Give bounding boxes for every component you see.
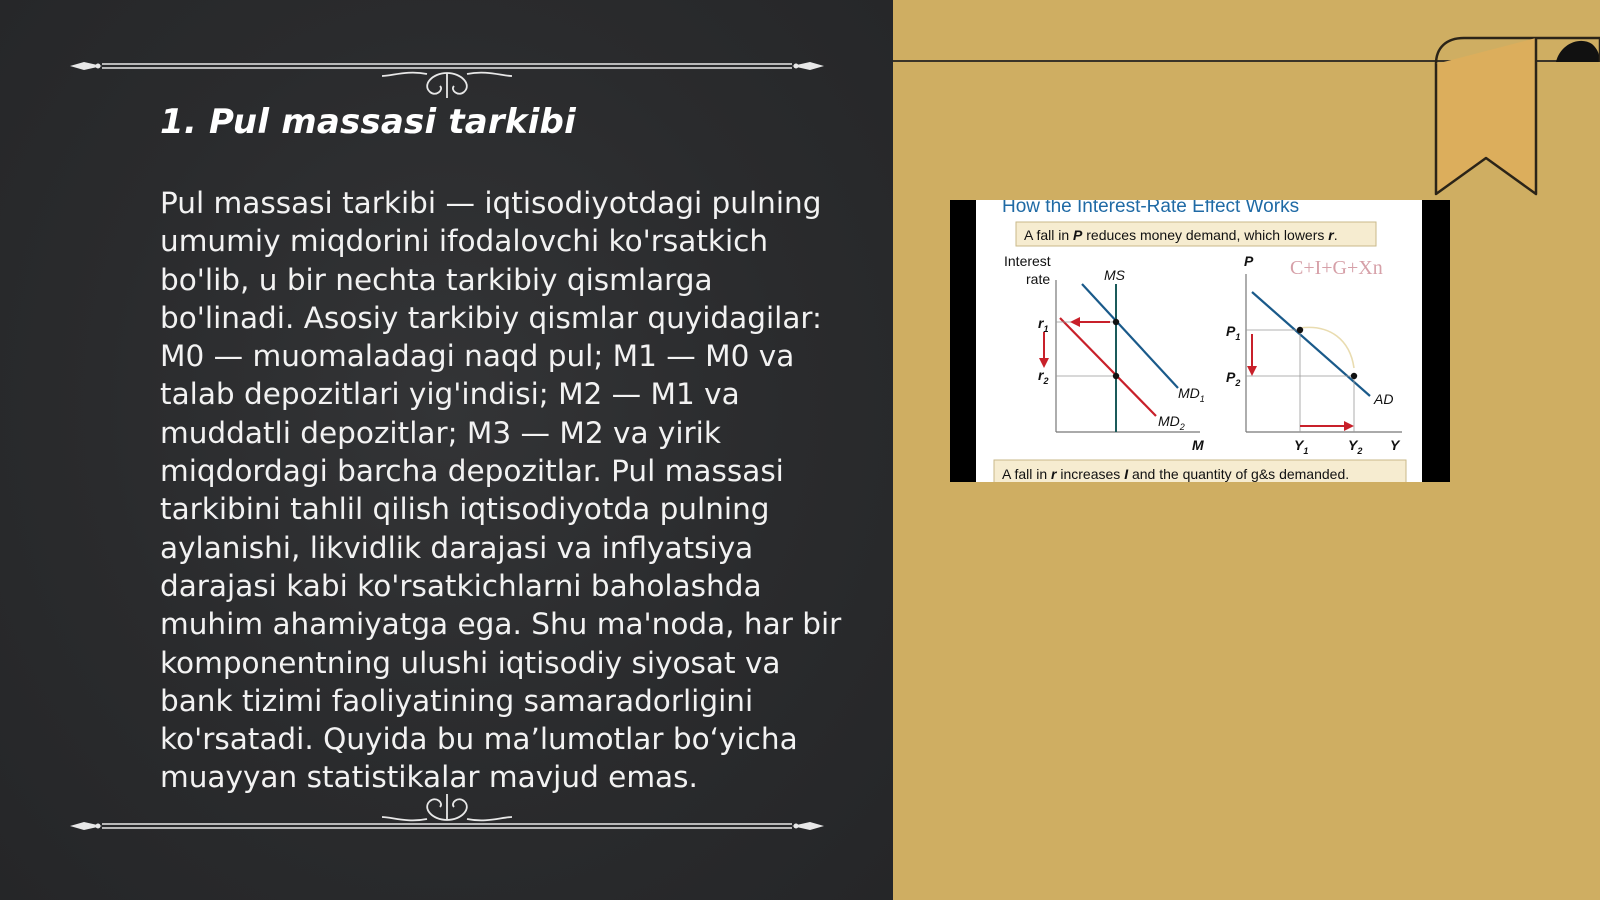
left-y-label-1: Interest: [1004, 253, 1051, 269]
caption-bottom: A fall in r increases I and the quantity of g&s demanded.: [1002, 466, 1350, 482]
right-x-label: Y: [1390, 437, 1400, 453]
y1-label: $Y_1$: [1294, 437, 1309, 456]
left-y-label-2: rate: [1026, 271, 1051, 287]
p2-label: $P_2$: [1226, 369, 1241, 388]
bottom-ornament-divider: [62, 776, 832, 836]
ad-point-2: [1351, 373, 1357, 379]
slide-title: 1. Pul massasi tarkibi: [160, 102, 576, 142]
eq-point-1: [1113, 319, 1119, 325]
ad-point-1: [1297, 327, 1303, 333]
r1-label: $r_1$: [1038, 315, 1049, 334]
figure-canvas: [950, 200, 1450, 482]
r2-label: $r_2$: [1038, 367, 1049, 386]
md2-label: $MD_2$: [1158, 413, 1185, 432]
eq-point-2: [1113, 373, 1119, 379]
right-y-label: P: [1244, 253, 1254, 269]
handwritten-note: C+I+G+Xn: [1290, 257, 1383, 279]
interest-rate-effect-figure: [950, 200, 1450, 482]
top-ornament-divider: [62, 40, 832, 100]
caption-top: A fall in P reduces money demand, which lowers r.: [1024, 227, 1338, 243]
ad-label: AD: [1374, 391, 1394, 407]
figure-title: How the Interest-Rate Effect Works: [1002, 200, 1300, 217]
bookmark-ribbon: [1420, 34, 1600, 204]
left-x-label: M: [1192, 437, 1204, 453]
slide-body-text: Pul massasi tarkibi — iqtisodiyotdagi pulning umumiy miqdorini ifodalovchi ko'rsatkich bo'lib, u bir nechta tarkibiy qismlarga bo'linadi. Asosiy tarkibiy qismlar quyidagilar: M0 — muomaladagi naqd pul; M1 — M0 va talab depozitlari yig'indisi; M2 — M1 va muddatli depozitlar; M3 — M2 va yirik miqdordagi barcha depozitlar. Pul massasi tarkibini tahlil qilish iqtisodiyotda pulning aylanishi, likvidlik darajasi va inflyatsiya darajasi kabi ko'rsatkichlarni baholashda muhim ahamiyatga ega. Shu ma'noda, har bir komponentning ulushi iqtisodiy siyosat va bank tizimi faoliyatining samaradorligini ko'rsatadi. Quyida bu ma’lumotlar bo‘yicha muayyan statistikalar mavjud emas.: [160, 186, 842, 795]
p1-label: $P_1$: [1226, 323, 1241, 342]
md1-label: $MD_1$: [1178, 385, 1205, 404]
y2-label: $Y_2$: [1348, 437, 1363, 456]
ms-label: MS: [1104, 267, 1125, 283]
